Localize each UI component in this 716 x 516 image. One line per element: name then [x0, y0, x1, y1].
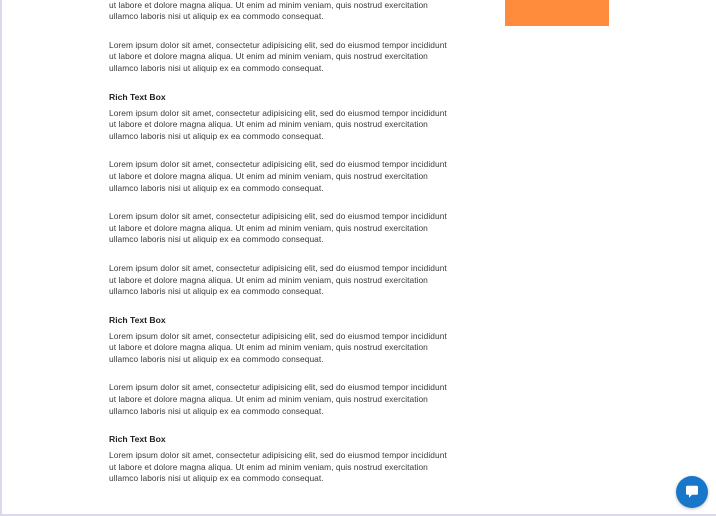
paragraph-line: Lorem ipsum dolor sit amet, consectetur adipisicing elit, sed do eiusmod tempor incididunt: [109, 211, 447, 222]
paragraph-line: ut labore et dolore magna aliqua. Ut enim ad minim veniam, quis nostrud exercitation: [109, 119, 428, 130]
paragraph-line: ullamco laboris nisi ut aliquip ex ea commodo consequat.: [109, 130, 324, 141]
paragraph-line: ullamco laboris nisi ut aliquip ex ea commodo consequat.: [109, 473, 324, 484]
paragraph-line: ullamco laboris nisi ut aliquip ex ea commodo consequat.: [109, 286, 324, 297]
paragraph-line: Lorem ipsum dolor sit amet, consectetur adipisicing elit, sed do eiusmod tempor incididunt: [109, 39, 447, 50]
lorem-paragraph: [109, 0, 479, 23]
paragraph-line: ut labore et dolore magna aliqua. Ut enim ad minim veniam, quis nostrud exercitation: [109, 461, 428, 472]
paragraph-line: ullamco laboris nisi ut aliquip ex ea commodo consequat.: [109, 234, 324, 245]
lorem-paragraph: [109, 450, 479, 485]
paragraph-line: ullamco laboris nisi ut aliquip ex ea commodo consequat.: [109, 62, 324, 73]
lorem-paragraph: [109, 40, 479, 75]
paragraph-line: ut labore et dolore magna aliqua. Ut enim ad minim veniam, quis nostrud exercitation: [109, 0, 428, 10]
lorem-paragraph: [109, 382, 479, 417]
paragraph-line: ullamco laboris nisi ut aliquip ex ea commodo consequat.: [109, 405, 324, 416]
paragraph-line: Lorem ipsum dolor sit amet, consectetur adipisicing elit, sed do eiusmod tempor incididunt: [109, 107, 447, 118]
lorem-paragraph: [109, 263, 479, 298]
paragraph-line: ut labore et dolore magna aliqua. Ut enim ad minim veniam, quis nostrud exercitation: [109, 394, 428, 405]
rich-text-box-heading: Rich Text Box: [109, 314, 166, 325]
paragraph-line: Lorem ipsum dolor sit amet, consectetur adipisicing elit, sed do eiusmod tempor incididunt: [109, 450, 447, 461]
lorem-paragraph: [109, 331, 479, 366]
chat-bubble-icon: [684, 484, 700, 500]
paragraph-line: Lorem ipsum dolor sit amet, consectetur adipisicing elit, sed do eiusmod tempor incididunt: [109, 382, 447, 393]
paragraph-line: ut labore et dolore magna aliqua. Ut enim ad minim veniam, quis nostrud exercitation: [109, 51, 428, 62]
lorem-paragraph: [109, 108, 479, 143]
paragraph-line: Lorem ipsum dolor sit amet, consectetur adipisicing elit, sed do eiusmod tempor incididunt: [109, 159, 447, 170]
rich-text-box-heading: Rich Text Box: [109, 434, 166, 445]
paragraph-line: Lorem ipsum dolor sit amet, consectetur adipisicing elit, sed do eiusmod tempor incididunt: [109, 262, 447, 273]
lorem-paragraph: [109, 211, 479, 246]
orange-banner-block: [505, 0, 609, 26]
lorem-paragraph: [109, 159, 479, 194]
paragraph-line: ullamco laboris nisi ut aliquip ex ea commodo consequat.: [109, 353, 324, 364]
rich-text-content: [109, 0, 479, 502]
paragraph-line: Lorem ipsum dolor sit amet, consectetur adipisicing elit, sed do eiusmod tempor incididunt: [109, 330, 447, 341]
chat-button[interactable]: [676, 476, 708, 508]
paragraph-line: ullamco laboris nisi ut aliquip ex ea commodo consequat.: [109, 11, 324, 22]
paragraph-line: ut labore et dolore magna aliqua. Ut enim ad minim veniam, quis nostrud exercitation: [109, 274, 428, 285]
paragraph-line: ut labore et dolore magna aliqua. Ut enim ad minim veniam, quis nostrud exercitation: [109, 222, 428, 233]
paragraph-line: ut labore et dolore magna aliqua. Ut enim ad minim veniam, quis nostrud exercitation: [109, 170, 428, 181]
rich-text-box-heading: Rich Text Box: [109, 91, 166, 102]
paragraph-line: ullamco laboris nisi ut aliquip ex ea commodo consequat.: [109, 182, 324, 193]
paragraph-line: ut labore et dolore magna aliqua. Ut enim ad minim veniam, quis nostrud exercitation: [109, 342, 428, 353]
